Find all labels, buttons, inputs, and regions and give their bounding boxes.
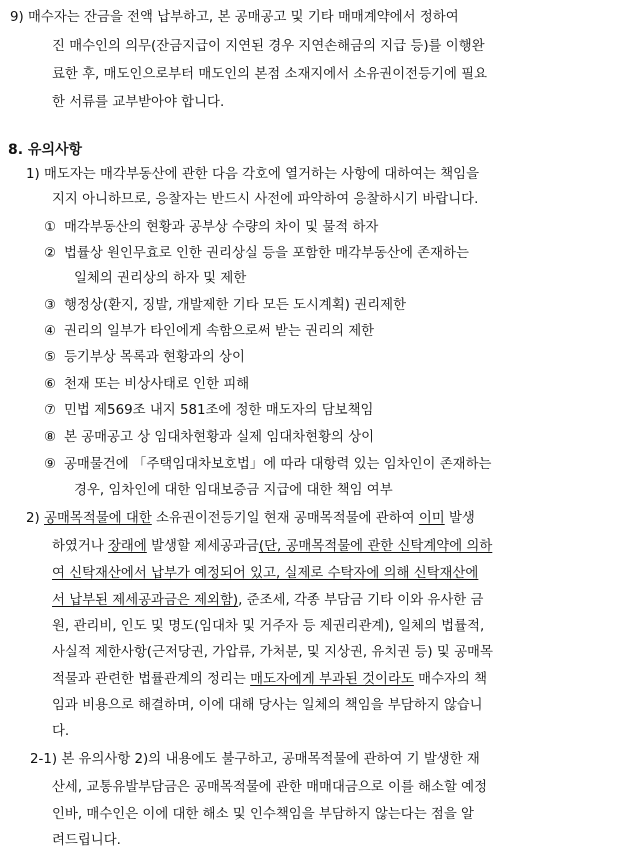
subitem-2-cont: 일체의 권리상의 하자 및 제한 bbox=[74, 271, 247, 286]
item2-line-3 bbox=[52, 564, 478, 586]
item2-line-6: 사실적 제한사항(근저당권, 가압류, 가처분, 및 지상권, 유치권 등) 및 공매목 bbox=[52, 645, 493, 660]
item1-line-1: 1) 매도자는 매각부동산에 관한 다음 각호에 열거하는 사항에 대하여는 책임을 bbox=[26, 167, 480, 182]
item2-underline: 공매목적물에 대한 bbox=[44, 511, 152, 526]
item2-text: 하였거나 bbox=[52, 539, 108, 554]
subitem-number: ① bbox=[44, 220, 57, 235]
subitem-1 bbox=[44, 218, 378, 240]
item2-underline: (단, 공매목적물에 관한 신탁계약에 의하 bbox=[258, 539, 493, 554]
section8-heading: 8. 유의사항 bbox=[8, 142, 83, 158]
item2-line-5: 원, 관리비, 인도 및 명도(임대차 및 거주자 등 제권리관계), 일체의 법률적, bbox=[52, 619, 485, 634]
item2-text: 2) bbox=[26, 511, 45, 526]
item2-text: 발생할 제세공과금 bbox=[146, 539, 259, 554]
subitem-number: ④ bbox=[44, 324, 57, 339]
subitem-4 bbox=[44, 322, 374, 344]
item2-text: 발생 bbox=[444, 511, 475, 526]
subitem-8 bbox=[44, 428, 374, 450]
item2-line-4 bbox=[52, 591, 483, 613]
item2-1-line-3: 인바, 매수인은 이에 대한 해소 및 인수책임을 부담하지 않는다는 점을 알 bbox=[52, 807, 474, 822]
subitem-text: 등기부상 목록과 현황과의 상이 bbox=[64, 350, 245, 365]
section9-line-1: 9) 매수자는 잔금을 전액 납부하고, 본 공매공고 및 기타 매매계약에서 정하여 bbox=[10, 10, 459, 25]
subitem-number: ③ bbox=[44, 298, 57, 313]
item2-line-9: 다. bbox=[52, 724, 70, 739]
subitem-text: 행정상(환지, 징발, 개발제한 기타 모든 도시계획) 권리제한 bbox=[64, 298, 407, 313]
section9-line-2: 진 매수인의 의무(잔금지급이 지연된 경우 지연손해금의 지급 등)를 이행완 bbox=[52, 39, 485, 54]
item2-underline: 매도자에게 부과된 것이라도 bbox=[250, 672, 414, 687]
subitem-9 bbox=[44, 455, 491, 477]
subitem-text: 법률상 원인무효로 인한 권리상실 등을 포함한 매각부동산에 존재하는 bbox=[64, 246, 469, 261]
subitem-number: ⑦ bbox=[44, 403, 57, 418]
item2-underline: 서 납부된 제세공과금은 제외함) bbox=[52, 593, 239, 608]
subitem-text: 천재 또는 비상사태로 인한 피해 bbox=[64, 377, 250, 392]
subitem-text: 민법 제569조 내지 581조에 정한 매도자의 담보책임 bbox=[64, 403, 374, 418]
item2-1-line-4: 려드립니다. bbox=[52, 833, 121, 848]
item2-line-1 bbox=[26, 509, 475, 531]
subitem-number: ⑨ bbox=[44, 457, 57, 472]
item2-line-2 bbox=[52, 537, 492, 559]
item2-underline: 여 신탁재산에서 납부가 예정되어 있고, 실제로 수탁자에 의해 신탁재산에 bbox=[52, 566, 479, 581]
item2-text: 소유권이전등기일 현재 공매목적물에 관하여 bbox=[151, 511, 419, 526]
subitem-5 bbox=[44, 348, 245, 370]
item2-line-7 bbox=[52, 670, 487, 692]
subitem-6 bbox=[44, 375, 249, 397]
subitem-text: 공매물건에 「주택임대차보호법」에 따라 대항력 있는 임차인이 존재하는 bbox=[64, 457, 492, 472]
subitem-number: ⑥ bbox=[44, 377, 57, 392]
item2-line-8: 임과 비용으로 해결하며, 이에 대해 당사는 일체의 책임을 부담하지 않습니 bbox=[52, 698, 483, 713]
subitem-text: 권리의 일부가 타인에게 속함으로써 받는 권리의 제한 bbox=[64, 324, 375, 339]
item2-underline: 이미 bbox=[418, 511, 445, 526]
item2-text: 적물과 관련한 법률관계의 정리는 bbox=[52, 672, 251, 687]
item2-text: , 준조세, 각종 부담금 기타 이와 유사한 금 bbox=[238, 593, 484, 608]
item1-line-2: 지지 아니하므로, 응찰자는 반드시 사전에 파악하여 응찰하시기 바랍니다. bbox=[52, 192, 479, 207]
section9-line-4: 한 서류를 교부받아야 합니다. bbox=[52, 95, 225, 110]
item2-underline: 장래에 bbox=[108, 539, 147, 554]
subitem-7 bbox=[44, 401, 374, 423]
subitem-number: ⑤ bbox=[44, 350, 57, 365]
subitem-2 bbox=[44, 244, 469, 266]
subitem-text: 본 공매공고 상 임대차현황과 실제 임대차현황의 상이 bbox=[64, 430, 375, 445]
item2-text: 매수자의 책 bbox=[413, 672, 488, 687]
subitem-text: 매각부동산의 현황과 공부상 수량의 차이 및 물적 하자 bbox=[64, 220, 379, 235]
item2-1-line-2: 산세, 교통유발부담금은 공매목적물에 관한 매매대금으로 이를 해소할 예정 bbox=[52, 780, 488, 795]
subitem-number: ⑧ bbox=[44, 430, 57, 445]
subitem-number: ② bbox=[44, 246, 57, 261]
subitem-3 bbox=[44, 296, 406, 318]
subitem-9-cont: 경우, 임차인에 대한 임대보증금 지급에 대한 책임 여부 bbox=[74, 483, 393, 498]
section9-line-3: 료한 후, 매도인으로부터 매도인의 본점 소재지에서 소유권이전등기에 필요 bbox=[52, 67, 488, 82]
item2-1-line-1: 2-1) 본 유의사항 2)의 내용에도 불구하고, 공매목적물에 관하여 기 발생한 재 bbox=[30, 752, 480, 767]
